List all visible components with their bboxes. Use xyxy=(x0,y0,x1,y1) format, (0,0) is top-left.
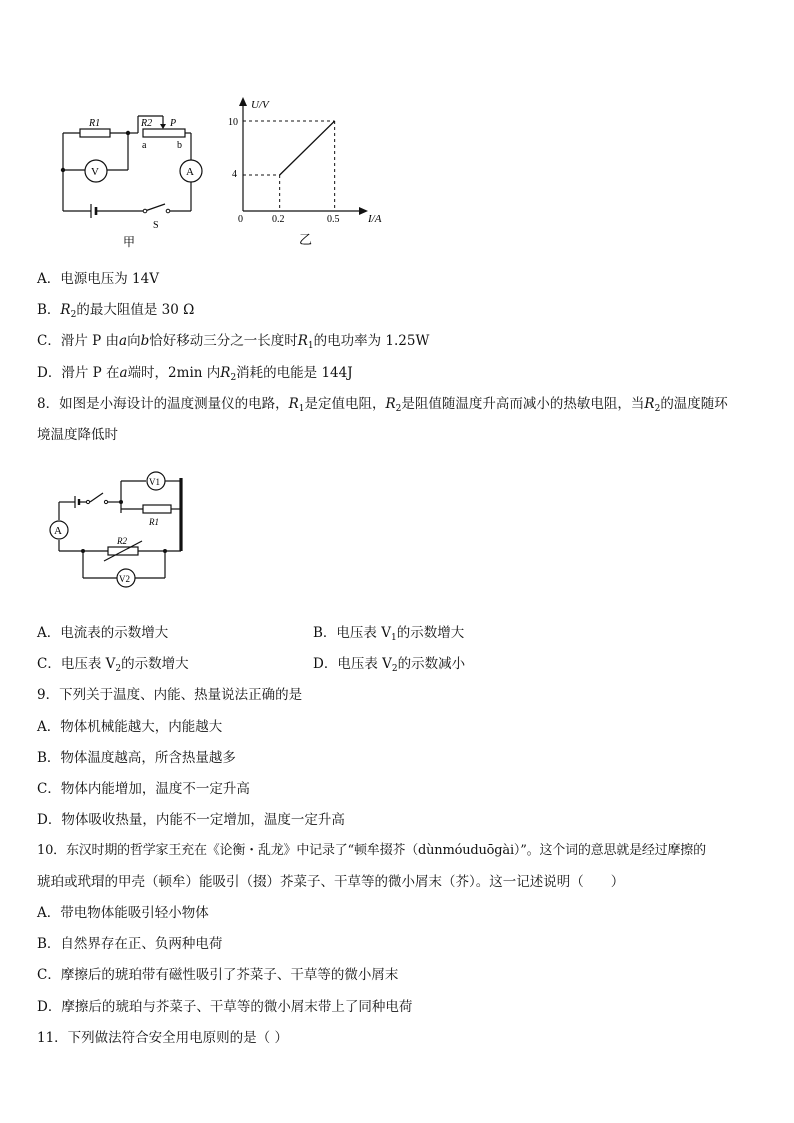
r1-resistor xyxy=(80,129,110,137)
q8-option-d: D．电压表 $V_2$的示数减小 xyxy=(313,656,466,674)
q7-option-c: C．滑片 P 由a向b恰好移动三分之一长度时$R_1$的电功率为 1.25W xyxy=(37,333,430,351)
graph-ylabel: U/V xyxy=(251,99,269,111)
graph-yi xyxy=(239,97,368,215)
p-label: P xyxy=(170,118,177,129)
q9-option-a: A．物体机械能越大，内能越大 xyxy=(37,719,223,735)
switch-icon xyxy=(145,204,165,211)
caption-yi: 乙 xyxy=(299,232,313,247)
q8-option-c: C．电压表 $V_2$的示数增大 xyxy=(37,656,189,674)
q7-option-d: D．滑片 P 在a端时，2min 内$R_2$消耗的电能是 144J xyxy=(37,365,353,383)
ammeter-label: A xyxy=(186,166,194,178)
q10-option-d: D．摩擦后的琥珀与芥菜子、干草等的微小屑末带上了同种电荷 xyxy=(37,999,413,1015)
q8-r2-label: R2 xyxy=(117,536,127,546)
switch-label: S xyxy=(153,220,159,231)
v2-label: V2 xyxy=(119,574,130,584)
q8-r1-label: R1 xyxy=(149,517,159,527)
q10-stem-line2: 琥珀或玳瑁的甲壳（顿牟）能吸引（掇）芥菜子、干草等的微小屑末（芥）。这一记述说明（ ） xyxy=(37,874,625,890)
q8-circuit xyxy=(0,465,260,595)
ytick-10: 10 xyxy=(228,117,238,128)
xtick-0.2: 0.2 xyxy=(272,214,285,225)
q8-option-b: B．电压表 $V_1$的示数增大 xyxy=(313,625,465,643)
q7-option-a: A．电源电压为 14V xyxy=(37,271,159,287)
q11-stem: 11．下列做法符合安全用电原则的是（ ） xyxy=(37,1030,288,1046)
q9-option-b: B．物体温度越高，所含热量越多 xyxy=(37,750,236,766)
graph-xlabel: I/A xyxy=(368,213,382,225)
circuit-jia xyxy=(63,116,202,218)
r1-resistor-q8 xyxy=(143,505,171,513)
a-label: a xyxy=(142,140,147,151)
q10-stem-line1: 10．东汉时期的哲学家王充在《论衡・乱龙》中记录了“顿牟掇芥（dùnmóuduōgài）”。这个词的意思就是经过摩擦的 xyxy=(37,843,706,858)
q9-option-d: D．物体吸收热量，内能不一定增加，温度一定升高 xyxy=(37,812,345,828)
q8-stem-line1: 8．如图是小海设计的温度测量仪的电路，$R_1$是定值电阻，$R_2$是阻值随温度升高而减小的热敏电阻，当$R_2$的温度随环 xyxy=(37,396,728,414)
voltmeter-label: V xyxy=(91,166,99,178)
q10-option-c: C．摩擦后的琥珀带有磁性吸引了芥菜子、干草等的微小屑末 xyxy=(37,967,399,983)
ytick-4: 4 xyxy=(232,169,237,180)
xtick-0.5: 0.5 xyxy=(327,214,340,225)
q8-ammeter-label: A xyxy=(54,525,62,537)
r1-label: R1 xyxy=(89,118,101,129)
r2-rheostat xyxy=(143,129,185,137)
v1-label: V1 xyxy=(149,477,160,487)
q8-option-a: A．电流表的示数增大 xyxy=(37,625,169,641)
q10-option-a: A．带电物体能吸引轻小物体 xyxy=(37,905,209,921)
graph-line xyxy=(280,121,335,175)
r2-label: R2 xyxy=(141,118,153,129)
graph-origin: 0 xyxy=(238,214,243,225)
b-label: b xyxy=(177,140,182,151)
q7-figure xyxy=(0,0,794,260)
switch-icon-q8 xyxy=(90,493,103,502)
q8-stem-line2: 境温度降低时 xyxy=(37,427,118,443)
q9-option-c: C．物体内能增加，温度不一定升高 xyxy=(37,781,250,797)
q9-stem: 9．下列关于温度、内能、热量说法正确的是 xyxy=(37,687,303,703)
caption-jia: 甲 xyxy=(123,235,136,249)
q10-option-b: B．自然界存在正、负两种电荷 xyxy=(37,936,223,952)
q7-option-b: B．$R_2$的最大阻值是 30 Ω xyxy=(37,302,195,320)
